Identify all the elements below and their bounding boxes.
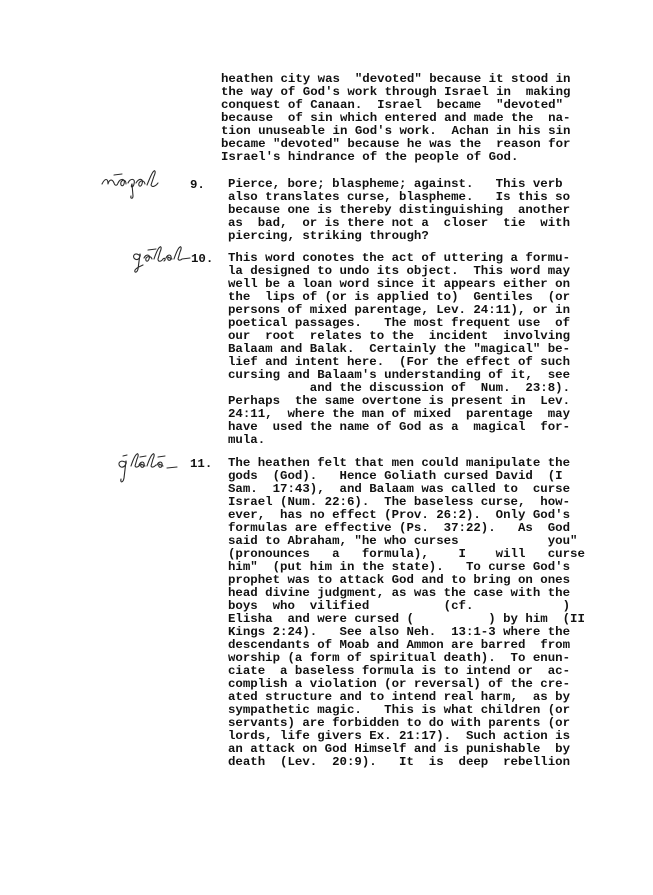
text-line: (pronounces a formula), I will curse bbox=[228, 547, 585, 561]
text-line: as bad, or is there not a closer tie with bbox=[228, 216, 571, 230]
text-line: servants) are forbidden to do with parents (or bbox=[228, 716, 571, 730]
text-line: head divine judgment, as was the case with the bbox=[228, 586, 571, 600]
text-line: the way of God's work through Israel in making bbox=[221, 85, 571, 99]
text-line: cursing and Balaam's understanding of it, see bbox=[228, 368, 571, 382]
text-line: 24:11, where the man of mixed parentage may bbox=[228, 407, 571, 421]
text-line: piercing, striking through? bbox=[228, 229, 429, 243]
text-line: death (Lev. 20:9). It is deep rebellion bbox=[228, 755, 571, 769]
text-line: said to Abraham, "he who curses you" bbox=[228, 534, 578, 548]
text-line: also translates curse, blaspheme. Is this so bbox=[228, 190, 571, 204]
text-line: heathen city was "devoted" because it stood in bbox=[221, 72, 571, 86]
text-line: worship (a form of spiritual death). To enun- bbox=[228, 651, 571, 665]
item-number: 10. bbox=[191, 252, 214, 266]
text-line: The heathen felt that men could manipulate the bbox=[228, 456, 571, 470]
text-line: Elisha and were cursed ( ) by him (II bbox=[228, 612, 585, 626]
text-line: lords, life givers Ex. 21:17). Such action is bbox=[228, 729, 571, 743]
text-line: Perhaps the same overtone is present in Lev. bbox=[228, 394, 571, 408]
handwritten-word-qabal bbox=[130, 245, 192, 277]
text-line: the lips of (or is applied to) Gentiles (or bbox=[228, 290, 571, 304]
text-line: poetical passages. The most frequent use of bbox=[228, 316, 571, 330]
text-line: tion unuseable in God's work. Achan in his sin bbox=[221, 124, 571, 138]
text-line: descendants of Moab and Ammon are barred from bbox=[228, 638, 571, 652]
item-number: 11. bbox=[190, 457, 213, 471]
text-line: our root relates to the incident involving bbox=[228, 329, 571, 343]
text-line: an attack on God Himself and is punishable by bbox=[228, 742, 571, 756]
text-line: ever, has no effect (Prov. 26:2). Only God's bbox=[228, 508, 571, 522]
text-line: mula. bbox=[228, 433, 266, 447]
text-line: ciate a baseless formula is to intend or ac- bbox=[228, 664, 571, 678]
text-line: sympathetic magic. This is what children (or bbox=[228, 703, 571, 717]
text-line: well be a loan word since it appears either on bbox=[228, 277, 571, 291]
text-line: la designed to undo its object. This word may bbox=[228, 264, 571, 278]
text-line: ated structure and to intend real harm, as by bbox=[228, 690, 571, 704]
text-line: have used the name of God as a magical for- bbox=[228, 420, 571, 434]
text-line: Israel (Num. 22:6). The baseless curse, how- bbox=[228, 495, 571, 509]
text-line: him" (put him in the state). To curse God's bbox=[228, 560, 571, 574]
text-line: because one is thereby distinguishing another bbox=[228, 203, 571, 217]
handwritten-word-naqab bbox=[100, 168, 182, 202]
text-line: because of sin which entered and made the na- bbox=[221, 111, 571, 125]
handwritten-word-qalal bbox=[115, 450, 181, 486]
text-line: prophet was to attack God and to bring on ones bbox=[228, 573, 571, 587]
item-number: 9. bbox=[190, 178, 205, 192]
text-line: conquest of Canaan. Israel became "devoted" bbox=[221, 98, 564, 112]
text-line: This word conotes the act of uttering a formu- bbox=[228, 251, 571, 265]
text-line: formulas are effective (Ps. 37:22). As God bbox=[228, 521, 571, 535]
text-line: Israel's hindrance of the people of God. bbox=[221, 150, 519, 164]
text-line: lief and intent here. (For the effect of such bbox=[228, 355, 571, 369]
text-line: Kings 2:24). See also Neh. 13:1-3 where the bbox=[228, 625, 571, 639]
text-line: Sam. 17:43), and Balaam was called to curse bbox=[228, 482, 571, 496]
text-line: boys who vilified (cf. ) bbox=[228, 599, 571, 613]
text-line: became "devoted" because he was the reason for bbox=[221, 137, 571, 151]
text-line: complish a violation (or reversal) of the cre- bbox=[228, 677, 571, 691]
text-line: persons of mixed parentage, Lev. 24:11), or in bbox=[228, 303, 571, 317]
text-line: gods (God). Hence Goliath cursed David (I bbox=[228, 469, 563, 483]
text-line: and the discussion of Num. 23:8). bbox=[228, 381, 571, 395]
text-line: Pierce, bore; blaspheme; against. This verb bbox=[228, 177, 563, 191]
text-line: Balaam and Balak. Certainly the "magical" be- bbox=[228, 342, 571, 356]
